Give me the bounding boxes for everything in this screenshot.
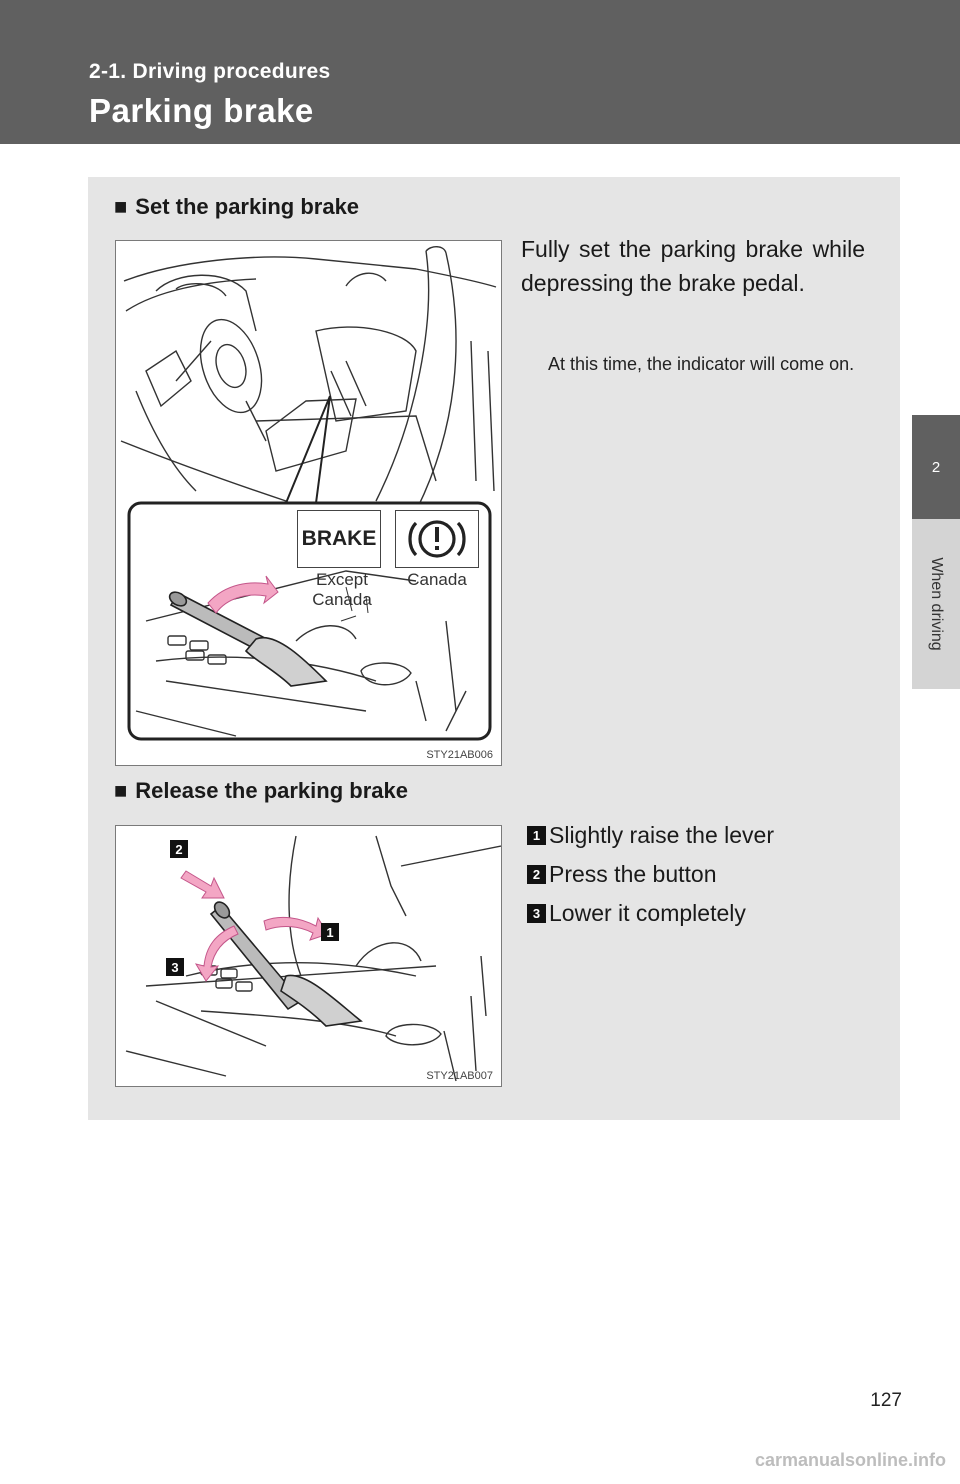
chapter-title-tab [912, 519, 960, 689]
set-note [548, 350, 864, 378]
watermark: carmanualsonline.info [754, 1450, 946, 1470]
chapter-number: 2 [931, 458, 941, 476]
page-header [0, 0, 960, 144]
step-item [527, 894, 867, 933]
figure-code: STY21AB007 [426, 1070, 493, 1082]
chapter-title: When driving [928, 557, 945, 651]
brake-indicator-text: BRAKE [297, 510, 381, 568]
chapter-number-tab [912, 415, 960, 519]
figure-badge-2: 2 [170, 840, 188, 858]
brake-warning-icon [395, 510, 479, 568]
figure-badge-3: 3 [166, 958, 184, 976]
figure-badge-1: 1 [321, 923, 339, 941]
instruction-text: Fully set the parking brake while depressing the brake pedal. [521, 236, 865, 296]
car-interior-illustration [116, 241, 501, 765]
release-steps-list [527, 816, 867, 933]
step-text: Lower it completely [549, 900, 746, 926]
square-bullet-icon: ■ [114, 778, 128, 803]
indicator-label-canada: Canada [407, 570, 467, 589]
step-number-badge: 2 [527, 865, 546, 884]
step-item [527, 816, 867, 855]
release-brake-figure [115, 825, 502, 1087]
page-number: 127 [870, 1390, 902, 1411]
release-parking-brake-heading [114, 778, 408, 804]
lever-release-illustration [116, 826, 501, 1086]
heading-text: Set the parking brake [135, 194, 360, 219]
step-item [527, 855, 867, 894]
step-number-badge: 3 [527, 904, 546, 923]
set-brake-figure [115, 240, 502, 766]
step-text: Slightly raise the lever [549, 822, 774, 848]
set-parking-brake-heading [114, 194, 359, 220]
section-label: 2-1. Driving procedures [89, 60, 331, 83]
heading-text: Release the parking brake [135, 778, 408, 803]
step-text: Press the button [549, 861, 717, 887]
set-instruction [521, 232, 865, 300]
page-title: Parking brake [89, 92, 314, 129]
square-bullet-icon: ■ [114, 194, 128, 219]
indicator-label-except-canada: Except Canada [312, 570, 372, 609]
note-text: At this time, the indicator will come on. [548, 354, 855, 374]
figure-code: STY21AB006 [426, 749, 493, 761]
step-number-badge: 1 [527, 826, 546, 845]
